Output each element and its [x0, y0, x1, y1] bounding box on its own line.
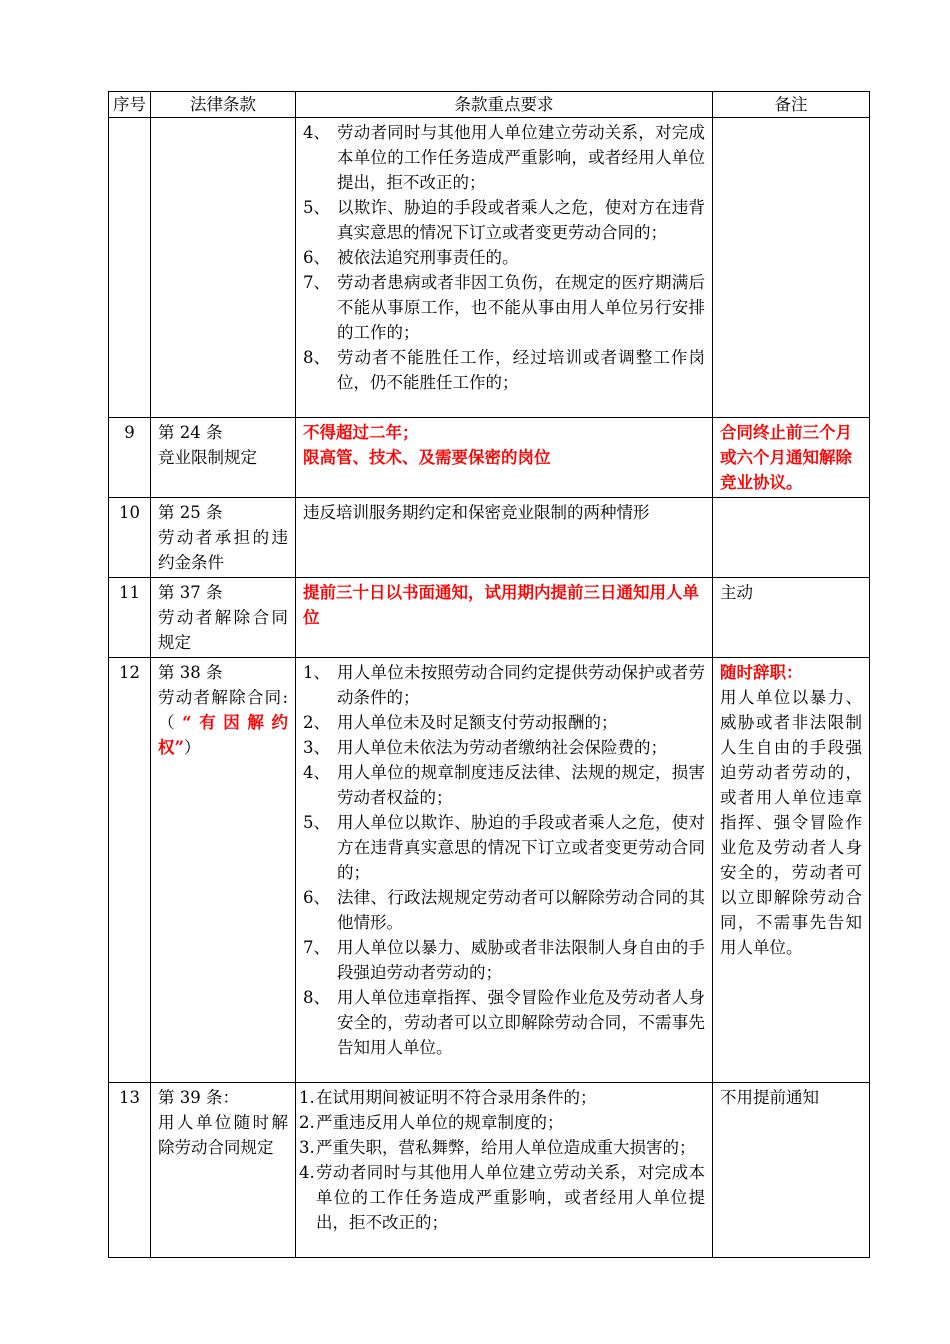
list-item [303, 885, 705, 935]
list-item [303, 660, 705, 710]
item-text: 以欺诈、胁迫的手段或者乘人之危，使对方在违背真实意思的情况下订立或者变更劳动合同的； [337, 198, 705, 242]
row-index: 9 [109, 418, 151, 498]
item-number: 6、 [303, 248, 330, 267]
clause-title [158, 685, 288, 760]
list-item [299, 1085, 705, 1110]
list-item [303, 935, 705, 985]
item-text: 用人单位以欺诈、胁迫的手段或者乘人之危，使对方在违背真实意思的情况下订立或者变更劳动合同的； [337, 813, 705, 882]
list-item [303, 195, 705, 245]
item-text: 用人单位违章指挥、强令冒险作业危及劳动者人身安全的，劳动者可以立即解除劳动合同，不需事先告知用人单位。 [337, 988, 705, 1057]
item-number: 5、 [303, 198, 330, 217]
note-text: 用人单位以暴力、威胁或者非法限制人生自由的手段强迫劳动者劳动的，或者用人单位违章指挥、强令冒险作业危及劳动者人身安全的，劳动者可以立即解除劳动合同，不需事先告知用人单位。 [720, 688, 862, 957]
list-item [299, 1110, 705, 1135]
table-row [109, 418, 870, 498]
row-requirement: 违反培训服务期约定和保密竞业限制的两种情形 [296, 498, 713, 578]
list-item [303, 710, 705, 735]
item-text: 用人单位未按照劳动合同约定提供劳动保护或者劳动条件的； [337, 663, 705, 707]
item-number: 7、 [303, 938, 330, 957]
clause-title: 劳动者解除合同规定 [158, 608, 288, 652]
clause-highlight: “有因解约权” [158, 713, 289, 757]
list-item [303, 985, 705, 1060]
list-item [299, 1135, 705, 1160]
item-number: 4、 [303, 123, 330, 142]
clause-title: 劳动者承担的违约金条件 [158, 528, 288, 572]
row-note: 主动 [713, 578, 870, 658]
item-text: 用人单位未及时足额支付劳动报酬的； [337, 713, 618, 732]
table-row [109, 118, 870, 418]
row-index: 12 [109, 658, 151, 1083]
item-number: 3、 [303, 738, 330, 757]
item-text: 劳动者患病或者非因工负伤，在规定的医疗期满后不能从事原工作，也不能从事由用人单位另行安排的工作的； [337, 273, 705, 342]
clause-number: 第 39 条： [158, 1088, 239, 1107]
requirement-highlight: 限高管、技术、及需要保密的岗位 [303, 448, 551, 467]
row-clause [151, 418, 296, 498]
row-requirement: 提前三十日以书面通知，试用期内提前三日通知用人单位 [296, 578, 713, 658]
table-row [109, 498, 870, 578]
row-note [713, 658, 870, 1083]
item-number: 1. [299, 1088, 315, 1107]
item-text: 劳动者同时与其他用人单位建立劳动关系，对完成本单位的工作任务造成严重影响，或者经用人单位提出，拒不改正的； [337, 123, 705, 192]
row-index: 13 [109, 1083, 151, 1258]
clause-title-text: 劳动者解除合同:（ [158, 688, 288, 732]
row-note [713, 118, 870, 418]
clause-number: 第 38 条 [158, 663, 223, 682]
item-number: 4. [299, 1163, 315, 1182]
law-table [108, 91, 870, 1258]
header-index: 序号 [109, 92, 151, 118]
item-number: 1、 [303, 663, 330, 682]
item-number: 2. [299, 1113, 315, 1132]
item-text: 在试用期间被证明不符合录用条件的； [316, 1088, 597, 1107]
clause-title: 用人单位随时解除劳动合同规定 [158, 1113, 288, 1157]
row-requirement [296, 118, 713, 418]
row-requirement [296, 1083, 713, 1258]
list-item [303, 270, 705, 345]
item-text: 严重违反用人单位的规章制度的； [316, 1113, 564, 1132]
item-number: 2、 [303, 713, 330, 732]
clause-number: 第 37 条 [158, 583, 223, 602]
item-text: 用人单位未依法为劳动者缴纳社会保险费的； [337, 738, 667, 757]
header-requirement: 条款重点要求 [296, 92, 713, 118]
item-number: 8、 [303, 988, 330, 1007]
item-text: 被依法追究刑事责任的。 [337, 248, 519, 267]
item-number: 3. [299, 1138, 315, 1157]
item-text: 劳动者同时与其他用人单位建立劳动关系，对完成本单位的工作任务造成严重影响，或者经用人单位提出，拒不改正的； [316, 1163, 705, 1232]
item-number: 7、 [303, 273, 330, 292]
row-index: 11 [109, 578, 151, 658]
item-number: 4、 [303, 763, 330, 782]
header-clause: 法律条款 [151, 92, 296, 118]
requirement-highlight: 不得超过二年； [303, 423, 419, 442]
row-clause [151, 1083, 296, 1258]
list-item [303, 245, 705, 270]
list-item [303, 345, 705, 395]
clause-title-end: ） [184, 738, 201, 757]
header-note: 备注 [713, 92, 870, 118]
clause-number: 第 24 条 [158, 423, 223, 442]
list-item [303, 120, 705, 195]
row-index [109, 118, 151, 418]
table-row [109, 1083, 870, 1258]
item-text: 法律、行政法规规定劳动者可以解除劳动合同的其他情形。 [337, 888, 705, 932]
item-text: 严重失职，营私舞弊，给用人单位造成重大损害的； [316, 1138, 696, 1157]
row-clause [151, 498, 296, 578]
item-text: 用人单位的规章制度违反法律、法规的规定，损害劳动者权益的； [337, 763, 705, 807]
item-number: 8、 [303, 348, 330, 367]
row-note: 不用提前通知 [713, 1083, 870, 1258]
row-note: 合同终止前三个月或六个月通知解除竞业协议。 [713, 418, 870, 498]
table-row [109, 578, 870, 658]
row-requirement [296, 658, 713, 1083]
row-index: 10 [109, 498, 151, 578]
item-number: 6、 [303, 888, 330, 907]
list-item [303, 760, 705, 810]
item-number: 5、 [303, 813, 330, 832]
list-item [303, 735, 705, 760]
table-row [109, 658, 870, 1083]
item-text: 劳动者不能胜任工作，经过培训或者调整工作岗位，仍不能胜任工作的； [337, 348, 705, 392]
row-requirement [296, 418, 713, 498]
note-highlight: 随时辞职： [720, 663, 803, 682]
row-clause [151, 578, 296, 658]
row-note [713, 498, 870, 578]
table-header-row [109, 92, 870, 118]
list-item [303, 810, 705, 885]
row-clause [151, 118, 296, 418]
item-text: 用人单位以暴力、威胁或者非法限制人身自由的手段强迫劳动者劳动的； [337, 938, 705, 982]
row-clause [151, 658, 296, 1083]
clause-title: 竞业限制规定 [158, 448, 257, 467]
list-item [299, 1160, 705, 1235]
clause-number: 第 25 条 [158, 503, 223, 522]
